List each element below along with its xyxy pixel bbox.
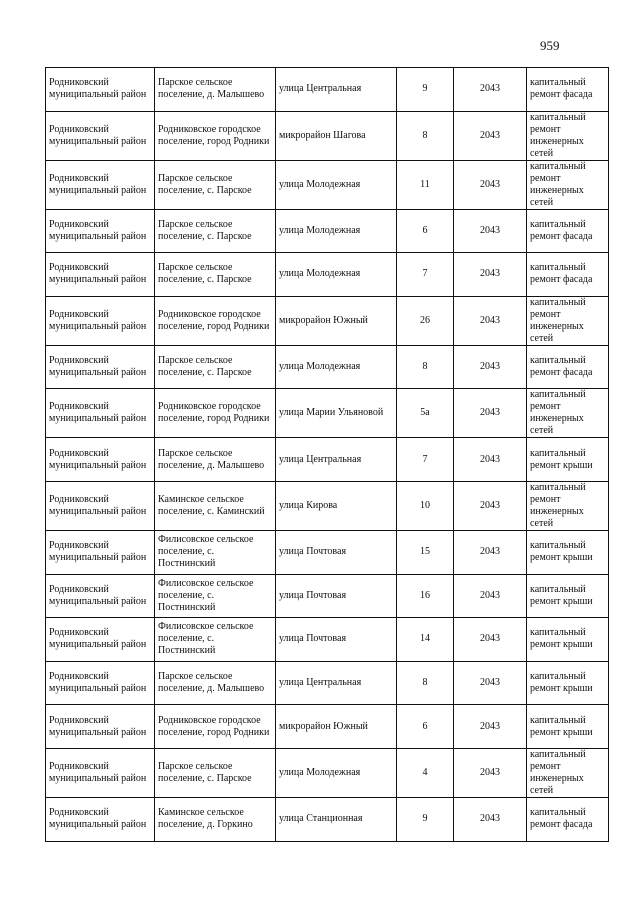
year-cell: 2043 — [454, 345, 527, 389]
street-cell: улица Станционная — [276, 797, 397, 841]
district-cell: Родниковский муниципальный район — [46, 748, 155, 797]
table-row — [46, 111, 609, 160]
house-number-cell: 15 — [397, 530, 454, 574]
district-cell: Родниковский муниципальный район — [46, 160, 155, 209]
work-type-cell: капитальный ремонт инженерных сетей — [527, 389, 609, 438]
table-body — [46, 68, 609, 842]
district-cell: Родниковский муниципальный район — [46, 296, 155, 345]
settlement-cell: Парское сельское поселение, д. Малышево — [155, 661, 276, 705]
settlement-cell: Парское сельское поселение, с. Парское — [155, 748, 276, 797]
street-cell: улица Почтовая — [276, 530, 397, 574]
table-row — [46, 296, 609, 345]
table-row — [46, 345, 609, 389]
year-cell: 2043 — [454, 160, 527, 209]
street-cell: улица Почтовая — [276, 618, 397, 662]
work-type-cell: капитальный ремонт инженерных сетей — [527, 748, 609, 797]
table-row — [46, 253, 609, 297]
table-row — [46, 574, 609, 618]
house-number-cell: 7 — [397, 438, 454, 482]
district-cell: Родниковский муниципальный район — [46, 574, 155, 618]
house-number-cell: 8 — [397, 111, 454, 160]
street-cell: улица Молодежная — [276, 209, 397, 253]
district-cell: Родниковский муниципальный район — [46, 389, 155, 438]
district-cell: Родниковский муниципальный район — [46, 618, 155, 662]
settlement-cell: Родниковское городское поселение, город Родники — [155, 296, 276, 345]
year-cell: 2043 — [454, 705, 527, 749]
year-cell: 2043 — [454, 253, 527, 297]
settlement-cell: Филисовское сельское поселение, с. Постнинский — [155, 574, 276, 618]
street-cell: улица Центральная — [276, 68, 397, 112]
work-type-cell: капитальный ремонт фасада — [527, 253, 609, 297]
work-type-cell: капитальный ремонт крыши — [527, 618, 609, 662]
house-number-cell: 6 — [397, 209, 454, 253]
work-type-cell: капитальный ремонт крыши — [527, 705, 609, 749]
table-row — [46, 438, 609, 482]
work-type-cell: капитальный ремонт крыши — [527, 661, 609, 705]
house-number-cell: 14 — [397, 618, 454, 662]
year-cell: 2043 — [454, 68, 527, 112]
year-cell: 2043 — [454, 574, 527, 618]
table-row — [46, 68, 609, 112]
work-type-cell: капитальный ремонт фасада — [527, 345, 609, 389]
year-cell: 2043 — [454, 481, 527, 530]
year-cell: 2043 — [454, 661, 527, 705]
settlement-cell: Родниковское городское поселение, город Родники — [155, 111, 276, 160]
year-cell: 2043 — [454, 296, 527, 345]
district-cell: Родниковский муниципальный район — [46, 345, 155, 389]
table-row — [46, 705, 609, 749]
settlement-cell: Каминское сельское поселение, д. Горкино — [155, 797, 276, 841]
settlement-cell: Парское сельское поселение, д. Малышево — [155, 438, 276, 482]
district-cell: Родниковский муниципальный район — [46, 68, 155, 112]
year-cell: 2043 — [454, 618, 527, 662]
house-number-cell: 8 — [397, 661, 454, 705]
street-cell: улица Молодежная — [276, 748, 397, 797]
district-cell: Родниковский муниципальный район — [46, 209, 155, 253]
table-row — [46, 748, 609, 797]
district-cell: Родниковский муниципальный район — [46, 481, 155, 530]
house-number-cell: 9 — [397, 797, 454, 841]
settlement-cell: Филисовское сельское поселение, с. Постнинский — [155, 530, 276, 574]
house-number-cell: 6 — [397, 705, 454, 749]
street-cell: улица Центральная — [276, 661, 397, 705]
district-cell: Родниковский муниципальный район — [46, 661, 155, 705]
street-cell: микрорайон Южный — [276, 705, 397, 749]
table-row — [46, 389, 609, 438]
house-number-cell: 16 — [397, 574, 454, 618]
work-type-cell: капитальный ремонт крыши — [527, 438, 609, 482]
page-number: 959 — [540, 38, 560, 53]
street-cell: улица Кирова — [276, 481, 397, 530]
house-number-cell: 9 — [397, 68, 454, 112]
street-cell: микрорайон Шагова — [276, 111, 397, 160]
year-cell: 2043 — [454, 111, 527, 160]
street-cell: улица Почтовая — [276, 574, 397, 618]
settlement-cell: Каминское сельское поселение, с. Каминский — [155, 481, 276, 530]
district-cell: Родниковский муниципальный район — [46, 705, 155, 749]
work-type-cell: капитальный ремонт фасада — [527, 209, 609, 253]
house-number-cell: 8 — [397, 345, 454, 389]
settlement-cell: Парское сельское поселение, д. Малышево — [155, 68, 276, 112]
settlement-cell: Парское сельское поселение, с. Парское — [155, 345, 276, 389]
district-cell: Родниковский муниципальный район — [46, 797, 155, 841]
street-cell: улица Марии Ульяновой — [276, 389, 397, 438]
district-cell: Родниковский муниципальный район — [46, 438, 155, 482]
settlement-cell: Родниковское городское поселение, город Родники — [155, 389, 276, 438]
district-cell: Родниковский муниципальный район — [46, 111, 155, 160]
year-cell: 2043 — [454, 748, 527, 797]
table-row — [46, 530, 609, 574]
street-cell: улица Молодежная — [276, 345, 397, 389]
table-row — [46, 618, 609, 662]
table-row — [46, 661, 609, 705]
work-type-cell: капитальный ремонт инженерных сетей — [527, 111, 609, 160]
year-cell: 2043 — [454, 389, 527, 438]
work-type-cell: капитальный ремонт инженерных сетей — [527, 481, 609, 530]
house-number-cell: 4 — [397, 748, 454, 797]
work-type-cell: капитальный ремонт крыши — [527, 530, 609, 574]
settlement-cell: Парское сельское поселение, с. Парское — [155, 209, 276, 253]
year-cell: 2043 — [454, 797, 527, 841]
street-cell: микрорайон Южный — [276, 296, 397, 345]
house-number-cell: 7 — [397, 253, 454, 297]
work-type-cell: капитальный ремонт фасада — [527, 797, 609, 841]
district-cell: Родниковский муниципальный район — [46, 253, 155, 297]
year-cell: 2043 — [454, 438, 527, 482]
house-number-cell: 5а — [397, 389, 454, 438]
street-cell: улица Молодежная — [276, 160, 397, 209]
table-row — [46, 481, 609, 530]
repair-schedule-table — [45, 67, 609, 842]
house-number-cell: 26 — [397, 296, 454, 345]
street-cell: улица Центральная — [276, 438, 397, 482]
year-cell: 2043 — [454, 530, 527, 574]
settlement-cell: Парское сельское поселение, с. Парское — [155, 253, 276, 297]
house-number-cell: 10 — [397, 481, 454, 530]
table-row — [46, 797, 609, 841]
settlement-cell: Филисовское сельское поселение, с. Постнинский — [155, 618, 276, 662]
house-number-cell: 11 — [397, 160, 454, 209]
work-type-cell: капитальный ремонт фасада — [527, 68, 609, 112]
street-cell: улица Молодежная — [276, 253, 397, 297]
settlement-cell: Родниковское городское поселение, город Родники — [155, 705, 276, 749]
work-type-cell: капитальный ремонт инженерных сетей — [527, 160, 609, 209]
year-cell: 2043 — [454, 209, 527, 253]
district-cell: Родниковский муниципальный район — [46, 530, 155, 574]
table-row — [46, 160, 609, 209]
work-type-cell: капитальный ремонт крыши — [527, 574, 609, 618]
table-row — [46, 209, 609, 253]
work-type-cell: капитальный ремонт инженерных сетей — [527, 296, 609, 345]
settlement-cell: Парское сельское поселение, с. Парское — [155, 160, 276, 209]
